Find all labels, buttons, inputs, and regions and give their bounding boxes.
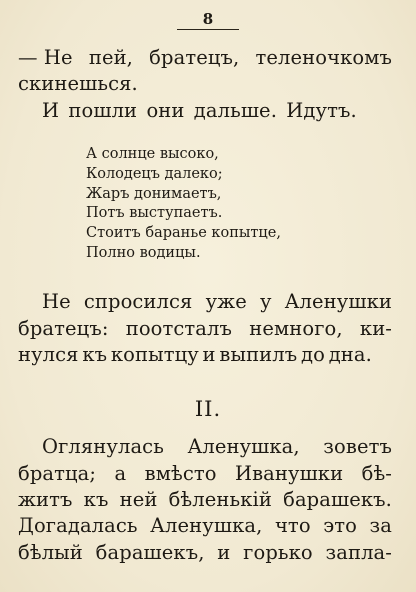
word: — Не [18,46,73,69]
word: бѣ- [361,462,392,485]
word: немного, [249,317,343,340]
word: братецъ, [149,46,240,69]
word: теленочкомъ [255,46,392,69]
text-line [18,488,392,512]
word: братецъ: [18,317,109,340]
verse-line: Полно водицы. [86,245,201,261]
chapter-title: II. [194,397,222,421]
word: ней [119,488,158,511]
word: къ [82,343,108,366]
text-line [18,343,372,367]
verse-line: Колодецъ далеко; [86,166,223,182]
word: бѣлый [18,541,83,564]
word: Аленушки [284,290,392,313]
word: а [114,462,127,485]
word: и [217,541,231,564]
word: братца; [18,462,97,485]
word: Не [42,290,71,313]
verse-line: Жаръ донимаетъ, [86,186,222,202]
word: зоветъ [323,435,392,458]
text-line [18,317,392,341]
verse-line: А солнце высоко, [86,146,219,162]
word: житъ [18,488,73,511]
text-line [18,462,392,486]
word: бѣленькiй [168,488,272,511]
word: горько [243,541,313,564]
word: уже [205,290,247,313]
word: это [323,514,357,537]
text-line: И пошли они дальше. Идутъ. [42,99,357,122]
word: у [259,290,272,313]
text-line: скинешься. [18,72,138,95]
word: вмѣсто [144,462,217,485]
word: ки- [359,317,392,340]
word: къ [83,488,109,511]
text-line [42,435,392,459]
verse-line: Потъ выступаетъ. [86,205,223,221]
word: барашекъ, [95,541,205,564]
word: пей, [88,46,133,69]
word: дна. [328,343,372,366]
word: барашекъ. [283,488,392,511]
word: копытцу [110,343,199,366]
word: выпилъ [219,343,298,366]
word: и [202,343,216,366]
word: спросился [83,290,193,313]
verse-line: Стоитъ бараньe копытце, [86,225,281,241]
word: поотсталъ [125,317,233,340]
text-line [18,541,392,565]
word: Аленушка, [187,435,300,458]
word: Иванушки [235,462,344,485]
text-line [42,290,392,314]
word: за [369,514,392,537]
word: что [274,514,311,537]
word: Догадалась [18,514,138,537]
word: Оглянулась [42,435,164,458]
word: Аленушка, [150,514,263,537]
text-line [18,514,392,538]
page-number: 8 [202,10,214,28]
word: нулся [18,343,79,366]
word: до [301,343,325,366]
word: запла- [325,541,392,564]
header-rule [177,29,239,30]
text-line [18,46,392,70]
